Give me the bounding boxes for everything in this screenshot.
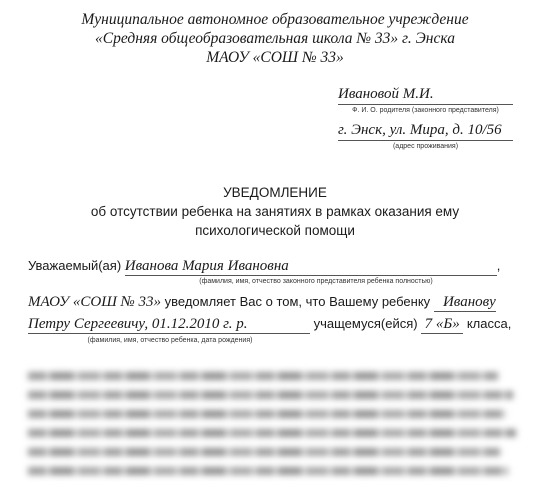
parent-full-name: Иванова Мария Ивановна xyxy=(125,258,497,276)
class-suffix: класса, xyxy=(466,316,512,331)
institution-name-line2: «Средняя общеобразовательная школа № 33» г. Энска xyxy=(95,30,455,47)
class-value: 7 «Б» xyxy=(421,316,463,334)
recipient-address-caption: (адрес проживания) xyxy=(392,143,459,150)
student-text: учащемуся(ейся) xyxy=(313,316,418,331)
recipient-address: г. Энск, ул. Мира, д. 10/56 xyxy=(338,122,513,141)
blurred-text-area xyxy=(28,372,518,486)
child-name-dob: Петру Сергеевичу, 01.12.2010 г. р. xyxy=(28,316,310,334)
recipient-name-caption: Ф. И. О. родителя (законного представителя) xyxy=(352,107,499,114)
document-subtitle-line2: психологической помощи xyxy=(195,223,355,238)
recipient-name: Ивановой М.И. xyxy=(338,86,513,105)
child-surname: Иванову xyxy=(434,294,496,312)
institution-short-name: МАОУ «СОШ № 33» xyxy=(206,49,344,66)
institution-name-line1: Муниципальное автономное образовательное учреждение xyxy=(81,11,469,28)
recipient-name-block xyxy=(338,86,513,114)
org-name: МАОУ «СОШ № 33» xyxy=(28,294,162,310)
document-title: УВЕДОМЛЕНИЕ xyxy=(223,185,327,200)
greeting-prefix: Уважаемый(ая) xyxy=(28,258,122,273)
parent-name-caption: (фамилия, имя, отчество законного представителя ребенка полностью) xyxy=(199,278,433,285)
child-caption: (фамилия, имя, отчество ребенка, дата рождения) xyxy=(87,337,253,344)
greeting-suffix: , xyxy=(496,258,501,273)
greeting-line xyxy=(28,258,500,276)
document-subtitle-line1: об отсутствии ребенка на занятиях в рамках оказания ему xyxy=(90,204,460,219)
body-text1: уведомляет Вас о том, что Вашему ребенку xyxy=(164,294,431,309)
body-line2 xyxy=(28,316,511,334)
recipient-address-block xyxy=(338,122,513,150)
body-line1 xyxy=(28,294,496,312)
